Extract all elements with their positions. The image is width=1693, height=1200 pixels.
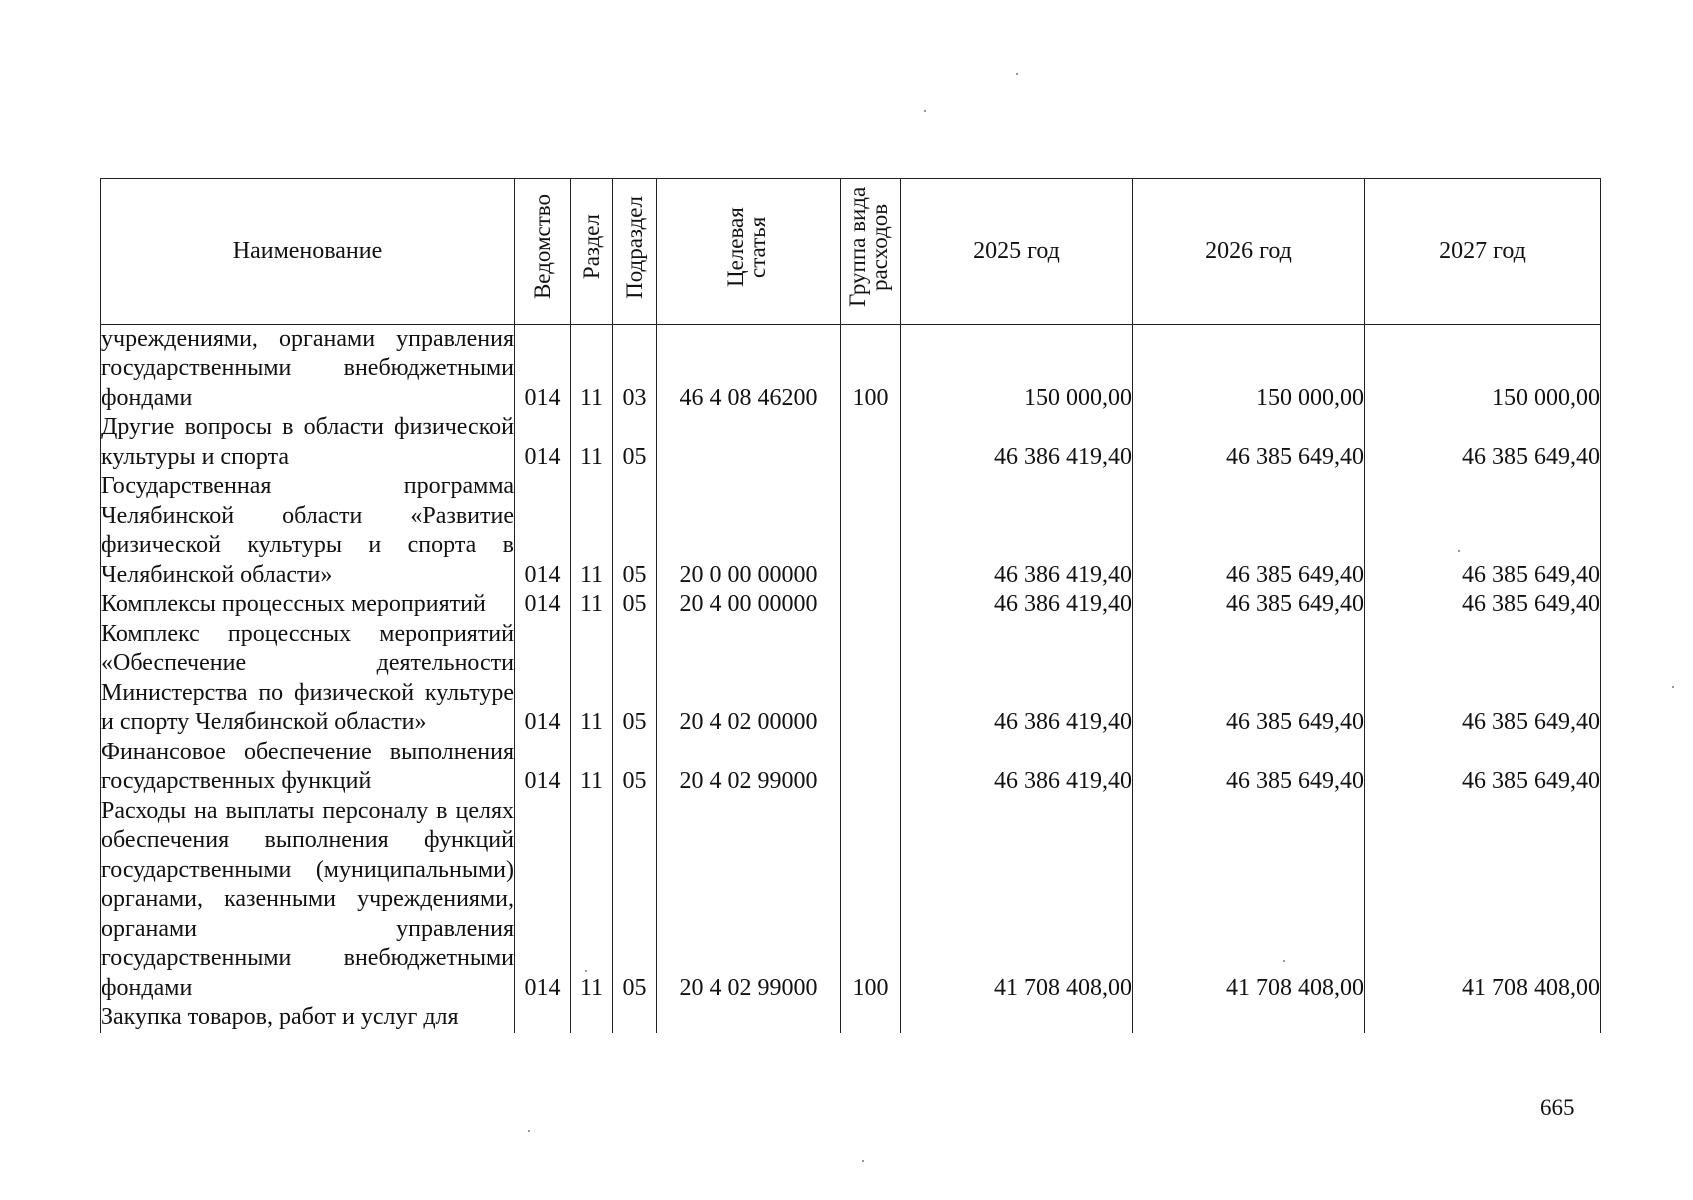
header-name: Наименование: [101, 179, 515, 325]
cell-target-article: 20 4 00 00000: [657, 590, 841, 620]
cell-amount-2027: 150 000,00: [1365, 324, 1601, 413]
header-year-2025: 2025 год: [901, 179, 1133, 325]
cell-section: 11: [571, 797, 613, 1004]
scan-speck: [585, 970, 587, 972]
header-section: Раздел: [571, 179, 613, 325]
scan-speck: [1672, 686, 1674, 688]
cell-department: 014: [515, 738, 571, 797]
cell-expense-group: [841, 738, 901, 797]
cell-subsection: 05: [613, 590, 657, 620]
budget-table: [100, 178, 1601, 1033]
cell-target-article: 46 4 08 46200: [657, 324, 841, 413]
table-row: [101, 797, 1601, 1004]
cell-amount-2027: 46 385 649,40: [1365, 413, 1601, 472]
header-department: Ведомство: [515, 179, 571, 325]
cell-section: 11: [571, 620, 613, 738]
cell-name: Государственная программа Челябинской области «Развитие физической культуры и спорта в Челябинской области»: [101, 472, 515, 590]
cell-amount-2025: [901, 1003, 1133, 1033]
cell-target-article: [657, 1003, 841, 1033]
table-row: [101, 413, 1601, 472]
page-number: 665: [1540, 1095, 1575, 1120]
cell-amount-2026: 46 385 649,40: [1133, 738, 1365, 797]
cell-subsection: 05: [613, 738, 657, 797]
table-row: [101, 590, 1601, 620]
cell-section: 11: [571, 590, 613, 620]
cell-amount-2025: 150 000,00: [901, 324, 1133, 413]
cell-amount-2025: 46 386 419,40: [901, 472, 1133, 590]
header-year-2026: 2026 год: [1133, 179, 1365, 325]
cell-amount-2026: 150 000,00: [1133, 324, 1365, 413]
table-row: [101, 472, 1601, 590]
scan-speck: [1458, 550, 1460, 552]
cell-name: Комплексы процессных мероприятий: [101, 590, 515, 620]
cell-amount-2026: 41 708 408,00: [1133, 797, 1365, 1004]
cell-amount-2027: 46 385 649,40: [1365, 620, 1601, 738]
cell-department: 014: [515, 620, 571, 738]
cell-amount-2025: 41 708 408,00: [901, 797, 1133, 1004]
cell-name: Финансовое обеспечение выполнения государственных функций: [101, 738, 515, 797]
cell-department: 014: [515, 413, 571, 472]
cell-subsection: 05: [613, 620, 657, 738]
cell-name: Комплекс процессных мероприятий «Обеспечение деятельности Министерства по физической культуре и спорту Челябинской области»: [101, 620, 515, 738]
scan-speck: [528, 1130, 530, 1132]
cell-amount-2025: 46 386 419,40: [901, 738, 1133, 797]
scan-speck: [1016, 73, 1018, 75]
cell-section: 11: [571, 324, 613, 413]
cell-amount-2026: 46 385 649,40: [1133, 413, 1365, 472]
cell-expense-group: [841, 620, 901, 738]
cell-section: [571, 1003, 613, 1033]
cell-amount-2026: 46 385 649,40: [1133, 620, 1365, 738]
cell-name: учреждениями, органами управления государственными внебюджетными фондами: [101, 324, 515, 413]
cell-subsection: 05: [613, 472, 657, 590]
cell-target-article: 20 0 00 00000: [657, 472, 841, 590]
cell-section: 11: [571, 738, 613, 797]
scan-speck: [862, 1160, 864, 1162]
cell-section: 11: [571, 413, 613, 472]
cell-section: 11: [571, 472, 613, 590]
cell-target-article: 20 4 02 00000: [657, 620, 841, 738]
cell-amount-2025: 46 386 419,40: [901, 590, 1133, 620]
table-row: [101, 1003, 1601, 1033]
table-header: [101, 179, 1601, 325]
cell-subsection: 03: [613, 324, 657, 413]
cell-department: 014: [515, 590, 571, 620]
cell-expense-group: [841, 413, 901, 472]
header-expense-group: Группа вида расходов: [841, 179, 901, 325]
cell-expense-group: 100: [841, 797, 901, 1004]
cell-department: [515, 1003, 571, 1033]
cell-amount-2025: 46 386 419,40: [901, 620, 1133, 738]
cell-department: 014: [515, 324, 571, 413]
header-subsection: Подраздел: [613, 179, 657, 325]
cell-name: Закупка товаров, работ и услуг для: [101, 1003, 515, 1033]
table-row: [101, 738, 1601, 797]
header-target-article: Целевая статья: [657, 179, 841, 325]
cell-department: 014: [515, 472, 571, 590]
cell-target-article: 20 4 02 99000: [657, 797, 841, 1004]
cell-amount-2026: [1133, 1003, 1365, 1033]
cell-amount-2026: 46 385 649,40: [1133, 590, 1365, 620]
cell-subsection: [613, 1003, 657, 1033]
cell-target-article: [657, 413, 841, 472]
cell-amount-2027: 46 385 649,40: [1365, 590, 1601, 620]
header-year-2027: 2027 год: [1365, 179, 1601, 325]
table-row: [101, 620, 1601, 738]
scan-speck: [1283, 960, 1285, 962]
cell-expense-group: [841, 590, 901, 620]
table-row: [101, 324, 1601, 413]
cell-target-article: 20 4 02 99000: [657, 738, 841, 797]
cell-name: Расходы на выплаты персоналу в целях обеспечения выполнения функций государственными (муниципальными) органами, казенными учреждениями, органами управления государственными внебюджетными фондами: [101, 797, 515, 1004]
cell-expense-group: [841, 472, 901, 590]
cell-amount-2027: 46 385 649,40: [1365, 472, 1601, 590]
cell-name: Другие вопросы в области физической культуры и спорта: [101, 413, 515, 472]
cell-amount-2027: 46 385 649,40: [1365, 738, 1601, 797]
cell-amount-2025: 46 386 419,40: [901, 413, 1133, 472]
cell-subsection: 05: [613, 413, 657, 472]
cell-amount-2027: 41 708 408,00: [1365, 797, 1601, 1004]
cell-subsection: 05: [613, 797, 657, 1004]
scan-speck: [924, 110, 926, 112]
cell-expense-group: [841, 1003, 901, 1033]
cell-amount-2026: 46 385 649,40: [1133, 472, 1365, 590]
cell-department: 014: [515, 797, 571, 1004]
cell-amount-2027: [1365, 1003, 1601, 1033]
cell-expense-group: 100: [841, 324, 901, 413]
table-body: [101, 324, 1601, 1033]
